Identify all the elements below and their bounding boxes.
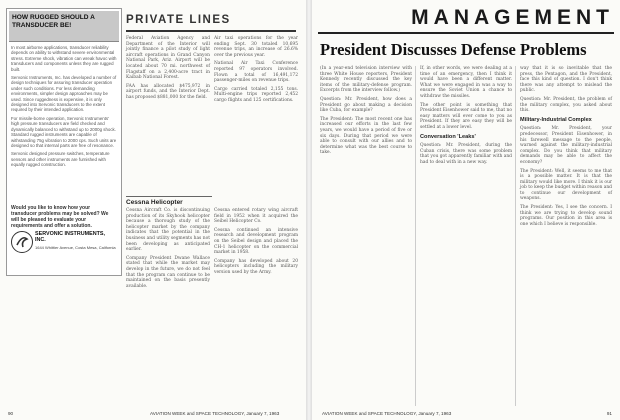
ad-body bbox=[11, 45, 117, 171]
cessna-column-1 bbox=[126, 208, 210, 292]
article-headline: President Discusses Defense Problems bbox=[320, 40, 587, 59]
paragraph: Question: Mr. President, your predecessor, President Eisenhower, in his farewell message to the people, warned against the military-industrial complex. Do you think that military demands may be able to affect the economy? bbox=[520, 126, 612, 165]
paragraph: The other point is something that President Eisenhower said to me, that no easy matters will ever come to you as President. If they are easy they will be settled at a lower level. bbox=[420, 102, 512, 130]
ad-paragraph: For missile-borne operation, Servonic Instruments' high pressure transducers are field checked and dynamically balanced to withstand up to 2000g shock. Standard rugged instruments are capable of withstanding 75g vibration to 2000 cps. Such units are designed so that internal parts are free of resonance. bbox=[11, 115, 117, 148]
paragraph: If, in other words, we were dealing at a time of an emergency, then I think it would have been a different matter. What we were engaged in was a way to ensure the Soviet Union a chance to withdraw the missiles. bbox=[420, 66, 512, 99]
paragraph: The President: Yes, I see the concern. I think we are trying to develop sound programs. Our position in this area is one which I believe is responsible. bbox=[520, 205, 612, 227]
publication-footer-right: AVIATION WEEK and SPACE TECHNOLOGY, January 7, 1963 bbox=[322, 411, 452, 416]
column-divider bbox=[515, 66, 516, 406]
section-banner bbox=[312, 0, 620, 30]
military-industrial-complex-subhead: Military-Industrial Complex bbox=[520, 116, 592, 123]
ad-paragraph: Servonic Instruments, Inc. has developed a number of design techniques for assuring transducer operation under such conditions. For less demanding environments, simpler design approaches may be used. Since ruggedness is expensive, it is only designed into Servonic transducers to the extent required by their intended application. bbox=[11, 75, 117, 113]
ad-headline-box bbox=[9, 11, 119, 42]
paragraph: Company has developed about 20 helicopters including the military version used by the Army. bbox=[214, 258, 298, 275]
ad-headline: HOW RUGGED SHOULD A TRANSDUCER BE! bbox=[12, 14, 95, 29]
paragraph: Question: Mr. President, during the Cuban crisis, there was some problem that you got apparently familiar with and had to deal with in a new way. bbox=[420, 143, 512, 165]
ad-paragraph: Servonic designed pressure switches, temperature sensors and other instruments are furnished with equally rugged construction. bbox=[11, 151, 110, 168]
paragraph: Cargo carried totaled 2,155 tons. Multi-engine trips reported 2,452 cargo flights and 125 certifications. bbox=[214, 86, 298, 103]
paragraph: National Air Taxi Conference reported 97 operators involved. Flown a total of 16,491,172 passenger-miles on revenue trips. bbox=[214, 61, 298, 84]
column-divider bbox=[415, 66, 416, 406]
paragraph: Company President Dwane Wallace stated that while the market may develop in the future, we do not feel that the program can continue to be maintained on the basis presently available. bbox=[126, 255, 210, 289]
article-column-1 bbox=[320, 66, 412, 159]
paragraph: Question: Mr. President, how does a President go about making a decision like Cuba, for example? bbox=[320, 96, 412, 114]
servonic-logo-icon bbox=[11, 231, 33, 253]
private-lines-heading: PRIVATE LINES bbox=[126, 14, 231, 26]
right-page bbox=[312, 0, 620, 420]
private-lines-column-1 bbox=[126, 36, 210, 104]
management-section-title: MANAGEMENT bbox=[411, 6, 614, 29]
ad-call-to-action: Would you like to know how your transducer problems may be solved? We will be pleased to evaluate your requirements and offer a solution. bbox=[11, 205, 109, 229]
page-number-right: 91 bbox=[606, 411, 612, 416]
banner-rule bbox=[318, 32, 614, 34]
article-column-3 bbox=[520, 66, 612, 230]
article-column-2 bbox=[420, 66, 512, 169]
cessna-helicopter-subhead: Cessna Helicopter bbox=[126, 196, 212, 206]
paragraph: Federal Aviation Agency and Department of the Interior will jointly finance a pilot study of light aircraft operations in Grand Canyon National Park, Ariz. Airport will be located about 70 mi. northwest of Flagstaff on a 2,400-acre tract in Kaibab National Forest. bbox=[126, 36, 210, 81]
paragraph: Cessna Aircraft Co. is discontinuing production of its Skyhook helicopter because a thorough study of the helicopter market by the company indicates that the potential in the business and utility segments has not been developing as anticipated earlier. bbox=[126, 208, 210, 253]
paragraph: way that it is so inevitable that the press, the Pentagon, and the President, face this kind of question. I don't think there was any attempt to mislead the public. bbox=[520, 66, 612, 94]
paragraph: FAA has allocated $475,972 in airport funds, and the Interior Dept. has proposed $881,000 for the field. bbox=[126, 83, 210, 100]
publication-footer-left: AVIATION WEEK and SPACE TECHNOLOGY, January 7, 1963 bbox=[150, 411, 280, 416]
ad-company-name: SERVONIC INSTRUMENTS, INC. bbox=[35, 231, 105, 243]
paragraph: Cessna continued an intensive research and development program on the Seibel design and placed the CH-1 helicopter on the commercial market in 1958. bbox=[214, 227, 298, 256]
conversation-leaks-subhead: Conversation 'Leaks' bbox=[420, 133, 476, 140]
paragraph: Air taxi operations for the year ending Sept. 30 totaled 10,695 revenue trips, an increase of 26.6% over the previous year. bbox=[214, 36, 298, 58]
heading-rule bbox=[126, 30, 296, 32]
private-lines-column-2 bbox=[214, 36, 298, 107]
paragraph: Cessna entered rotary wing aircraft field in 1952 when it acquired the Seibel Helicopter Co. bbox=[214, 208, 298, 225]
paragraph: The President: Well, it seems to me that is a possible matter. It is that the military would like more. I think it is our job to keep the budget within reason and to continue our development of weapons. bbox=[520, 168, 612, 202]
paragraph: The President: The most recent one has increased our efforts in the last few years, we would have a period of five or six days. During that period we were able to consult with our allies and to determine what was the best course to take. bbox=[320, 116, 412, 156]
cessna-column-2 bbox=[214, 208, 298, 279]
page-number-left: 90 bbox=[8, 411, 14, 416]
ad-company-address: 1644 Whittier Avenue, Costa Mesa, California bbox=[35, 245, 116, 250]
ad-paragraph: In most airborne applications, transducer reliability depends on ability to withstand severe environmental stress. Extreme shock, vibration can wreak havoc with transducers and components unless they are rugged built. bbox=[11, 45, 117, 72]
paragraph: (In a year-end television interview with three White House reporters, President Kennedy recently discussed the key items of the military-defense program. Excerpts from the interview follow.) bbox=[320, 66, 412, 94]
servonic-advertisement bbox=[6, 8, 122, 276]
paragraph: Question: Mr. President, the problem of the military complex, you asked about this. bbox=[520, 96, 612, 114]
left-page bbox=[0, 0, 306, 420]
